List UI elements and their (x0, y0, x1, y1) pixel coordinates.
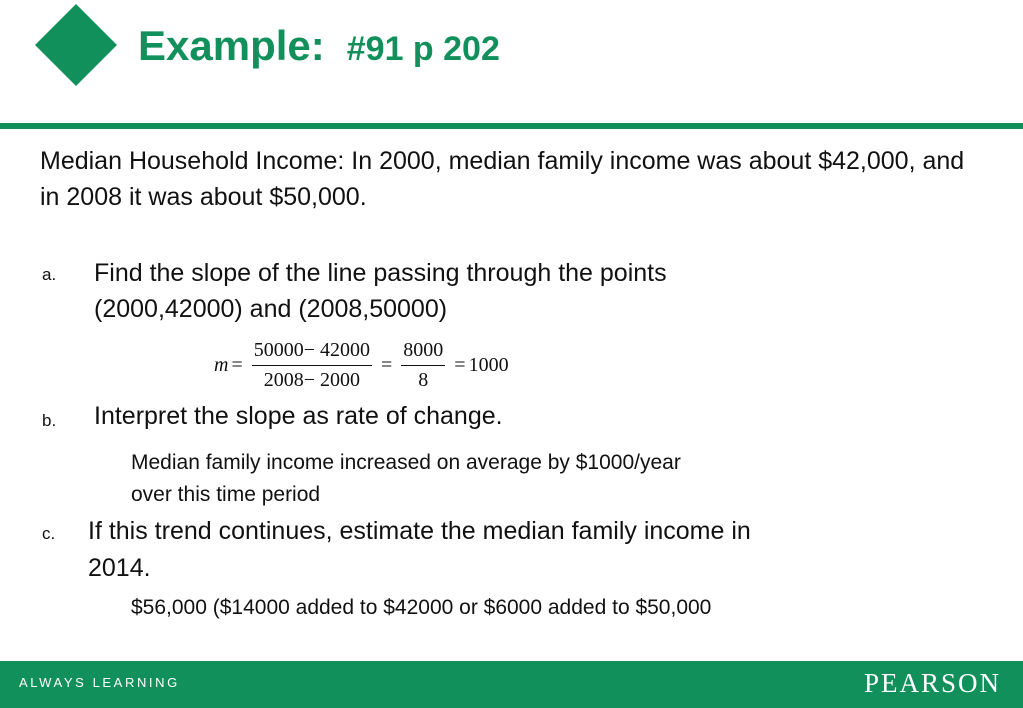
fraction-1-numerator: 50000− 42000 (252, 339, 372, 366)
part-b-answer-line1: Median family income increased on average by $1000/year (131, 451, 681, 474)
logo-diamond (35, 4, 117, 86)
part-c-line2: 2014. (88, 554, 151, 582)
part-b-question: Interpret the slope as rate of change. (94, 402, 503, 430)
part-a-line2: (2000,42000) and (2008,50000) (94, 295, 448, 323)
formula-variable: m (214, 354, 229, 376)
part-a-line1: Find the slope of the line passing through the points (94, 259, 667, 287)
formula-fraction-1 (252, 339, 372, 392)
problem-statement: Median Household Income: In 2000, median family income was about $42,000, and in 2008 it was about $50,000. (40, 147, 965, 211)
formula-result: 1000 (468, 354, 509, 376)
footer-tagline: ALWAYS LEARNING (19, 675, 180, 690)
part-c-line1: If this trend continues, estimate the median family income in (88, 517, 751, 545)
title-main: Example: (138, 22, 325, 69)
fraction-2-numerator: 8000 (401, 339, 445, 366)
part-b-marker: b. (42, 411, 57, 430)
part-a-marker: a. (42, 265, 57, 284)
part-c-marker: c. (42, 524, 56, 543)
title-reference: #91 p 202 (346, 30, 500, 68)
formula-equals-2: = (381, 354, 393, 376)
title-divider (0, 123, 1023, 129)
formula-fraction-2 (401, 339, 445, 392)
formula-equals-3: = (454, 354, 466, 376)
pearson-logo: PEARSON (863, 668, 1001, 698)
fraction-1-denominator: 2008− 2000 (263, 369, 361, 391)
slide-title (138, 22, 500, 70)
footer-bar (0, 661, 1023, 708)
slope-formula (214, 339, 509, 392)
formula-equals-1: = (231, 354, 243, 376)
part-c-answer: $56,000 ($14000 added to $42000 or $6000 added to $50,000 (131, 596, 712, 619)
fraction-2-denominator: 8 (418, 369, 429, 391)
part-b-answer-line2: over this time period (131, 483, 321, 506)
